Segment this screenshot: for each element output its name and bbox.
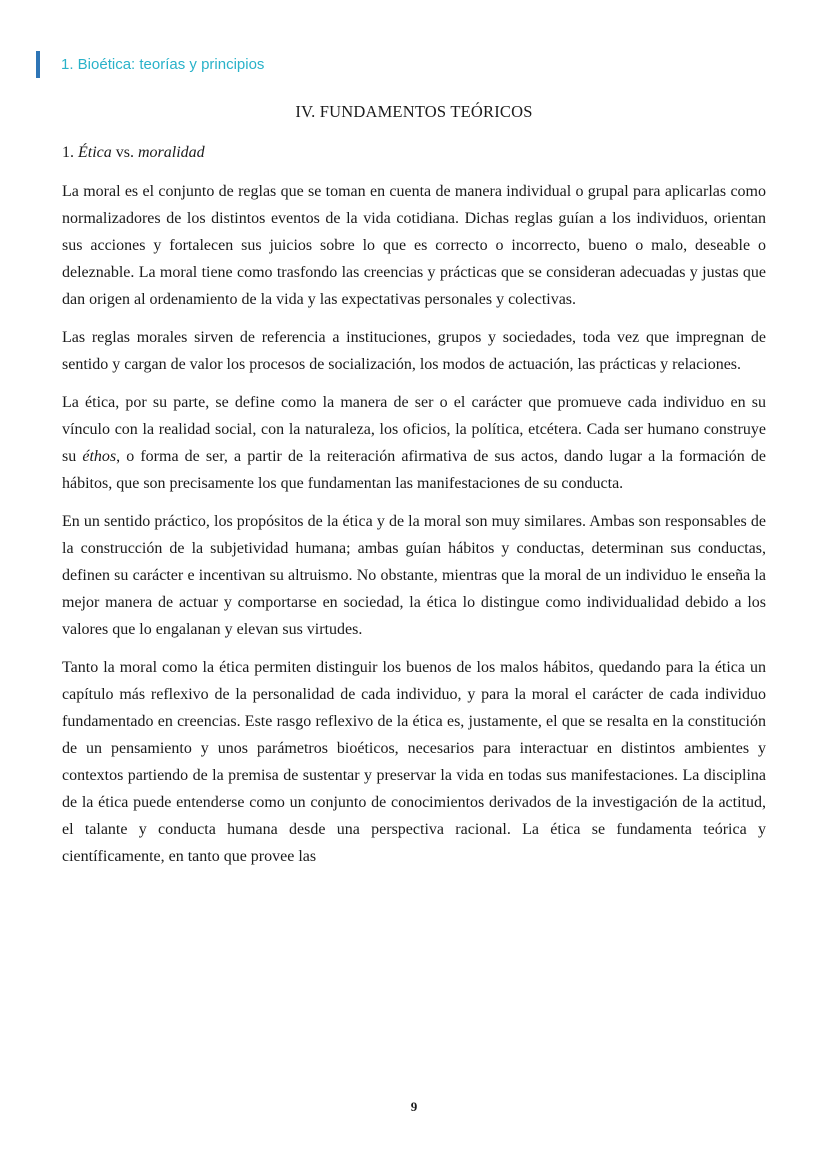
header-accent-bar <box>36 51 40 78</box>
paragraph-3-text-after: , o forma de ser, a partir de la reiteración afirmativa de sus actos, dando lugar a la formación de hábitos, que son precisamente los que fundamentan las manifestaciones de su conducta. <box>62 448 766 492</box>
paragraph-4: En un sentido práctico, los propósitos de la ética y de la moral son muy similares. Ambas son responsables de la construcción de la subjetividad humana; ambas guían hábitos y conductas, determinan sus conductas, definen su carácter e incentivan su altruismo. No obstante, mientras que la moral de un individuo le enseña la mejor manera de actuar y comportarse en sociedad, la ética lo distingue como individualidad debido a los valores que lo engalanan y elevan sus virtudes. <box>62 513 766 638</box>
section-heading-term-a: Ética <box>78 144 112 161</box>
section-heading-connector: vs. <box>111 144 138 161</box>
chapter-header <box>36 51 264 78</box>
page-content <box>62 98 766 881</box>
section-heading <box>62 139 766 166</box>
paragraph-1: La moral es el conjunto de reglas que se toman en cuenta de manera individual o grupal para aplicarlas como normalizadores de los distintos eventos de la vida cotidiana. Dichas reglas guían a los individuos, orientan sus acciones y fortalecen sus juicios sobre lo que es correcto o incorrecto, bueno o malo, deseable o deleznable. La moral tiene como trasfondo las creencias y prácticas que se consideran adecuadas y justas que dan origen al ordenamiento de la vida y las expectativas personales y colectivas. <box>62 183 766 308</box>
paragraph-2: Las reglas morales sirven de referencia a instituciones, grupos y sociedades, toda vez que impregnan de sentido y cargan de valor los procesos de socialización, los modos de actuación, las prácticas y relaciones. <box>62 329 766 373</box>
section-heading-prefix: 1. <box>62 144 78 161</box>
paragraph-3-italic-term: éthos <box>82 448 117 465</box>
page-number: 9 <box>410 1099 418 1114</box>
chapter-header-label: 1. Bioética: teorías y principios <box>61 56 265 73</box>
paragraph-3-text-before: La ética, por su parte, se define como la manera de ser o el carácter que promueve cada individuo en su vínculo con la realidad social, con la naturaleza, los oficios, la política, etcétera. Cada ser humano construye su <box>62 394 766 465</box>
page-footer <box>0 1098 828 1116</box>
paragraph-5: Tanto la moral como la ética permiten distinguir los buenos de los malos hábitos, quedando para la ética un capítulo más reflexivo de la personalidad de cada individuo, y para la moral el carácter de cada individuo fundamentado en creencias. Este rasgo reflexivo de la ética es, justamente, el que se resalta en la constitución de un pensamiento y unos parámetros bioéticos, necesarios para interactuar en distintos ambientes y contextos partiendo de la premisa de sustentar y preservar la vida en todas sus manifestaciones. La disciplina de la ética puede entenderse como un conjunto de conocimientos derivados de la investigación de la actitud, el talante y conducta humana desde una perspectiva racional. La ética se fundamenta teórica y científicamente, en tanto que provee las <box>62 659 766 865</box>
section-heading-term-b: moralidad <box>138 144 205 161</box>
paragraph-3 <box>62 389 766 497</box>
document-title: IV. FUNDAMENTOS TEÓRICOS <box>295 102 533 121</box>
